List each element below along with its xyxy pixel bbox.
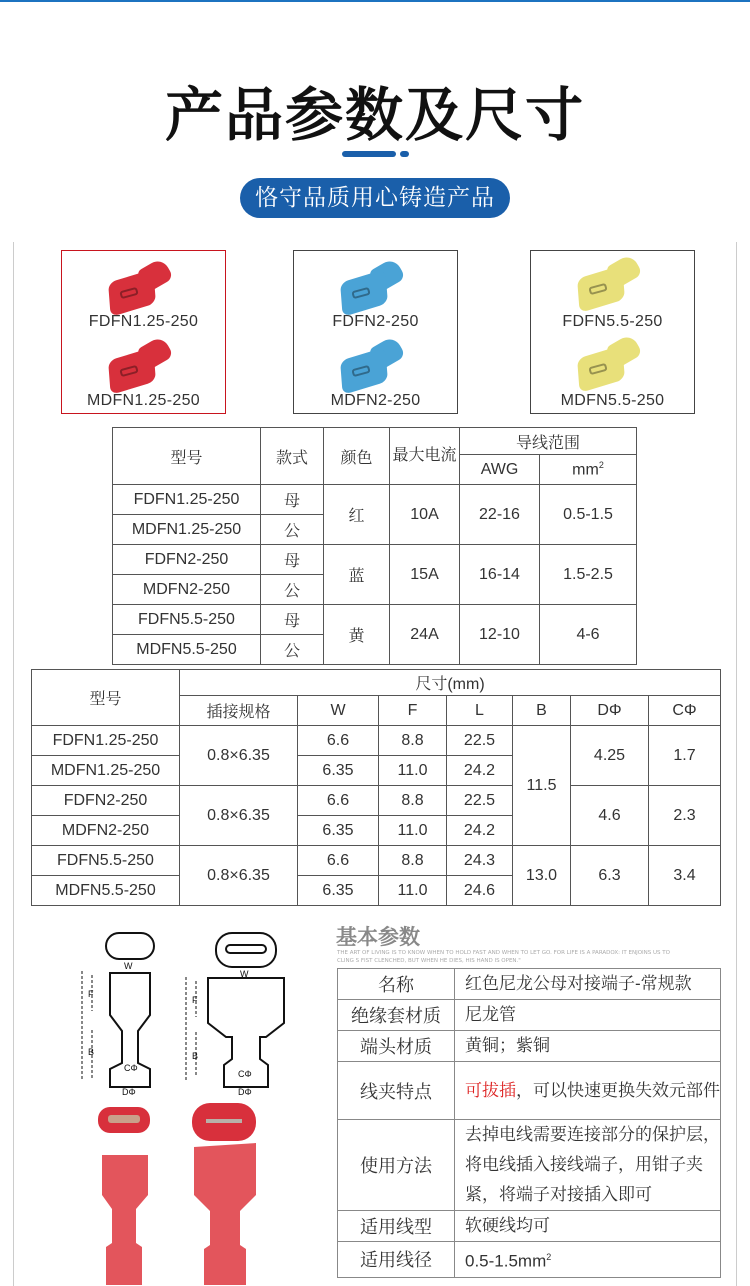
top-accent-line [0,0,750,2]
d-cell: 4.6 [571,786,649,846]
table-row [338,1242,721,1278]
product-label: MDFN5.5-250 [560,392,665,409]
header-model: 型号 [32,670,180,726]
slogan-badge: 恪守品质用心铸造产品 [240,178,510,218]
table-row [113,485,637,515]
header-awg: AWG [460,455,540,485]
w-cell: 6.6 [298,786,379,816]
param-value: 可拔插，可以快速更换失效元部件 [455,1062,721,1120]
param-value: 尼龙管 [455,1000,721,1031]
param-key: 线夹特点 [338,1062,455,1120]
dimension-table [31,669,721,906]
spec-cell: 0.8×6.35 [180,846,298,906]
model-cell: MDFN5.5-250 [32,876,180,906]
f-cell: 8.8 [379,846,447,876]
model-cell: MDFN5.5-250 [113,635,261,665]
f-cell: 11.0 [379,756,447,786]
product-card-red[interactable] [61,250,226,414]
awg-cell: 12-10 [460,605,540,665]
svg-text:B: B [88,1047,95,1057]
c-cell: 3.4 [649,846,721,906]
header-l: L [447,696,513,726]
model-cell: FDFN5.5-250 [113,605,261,635]
style-cell: 母 [261,605,324,635]
table-row [32,846,721,876]
dimension-diagram [70,925,310,1095]
header-b: B [513,696,571,726]
male-terminal-image [342,335,412,393]
b-cell: 13.0 [513,846,571,906]
w-cell: 6.35 [298,756,379,786]
f-cell: 8.8 [379,726,447,756]
table-row [338,1000,721,1031]
c-cell: 2.3 [649,786,721,846]
basic-params-subtitle: THE ART OF LIVING IS TO KNOW WHEN TO HOLD FAST AND WHEN TO LET GO. FOR LIFE IS A PARADOX: IT ENJOINS US TO CLING S FIST CLENCHED, BUT WHEN HE DIES, HIS HAND IS OPEN." [337,950,670,964]
c-cell: 1.7 [649,726,721,786]
header-style: 款式 [261,428,324,485]
spec-cell: 0.8×6.35 [180,786,298,846]
spec-table [112,427,637,665]
header-size: 尺寸(mm) [180,670,721,696]
model-cell: FDFN2-250 [113,545,261,575]
header-model: 型号 [113,428,261,485]
svg-text:F: F [192,995,198,1005]
mm2-cell: 1.5-2.5 [540,545,637,605]
param-value: 黄铜；紫铜 [455,1031,721,1062]
table-row [338,1062,721,1120]
model-cell: FDFN1.25-250 [113,485,261,515]
header-color: 颜色 [324,428,390,485]
style-cell: 公 [261,575,324,605]
param-key: 适用线型 [338,1211,455,1242]
param-key: 适用线径 [338,1242,455,1278]
male-terminal-image [110,335,180,393]
param-key: 名称 [338,969,455,1000]
svg-text:CΦ: CΦ [124,1063,138,1073]
product-label: MDFN2-250 [330,392,421,409]
model-cell: FDFN1.25-250 [32,726,180,756]
header-spec: 插接规格 [180,696,298,726]
svg-text:F: F [88,989,94,999]
svg-text:W: W [240,969,249,979]
product-card-yellow[interactable] [530,250,695,414]
frame-line-left [13,242,14,1286]
model-cell: FDFN5.5-250 [32,846,180,876]
color-cell: 黄 [324,605,390,665]
param-value: 软硬线均可 [455,1211,721,1242]
l-cell: 24.6 [447,876,513,906]
w-cell: 6.6 [298,726,379,756]
current-cell: 24A [390,605,460,665]
param-key: 端头材质 [338,1031,455,1062]
basic-params-title: 基本参数 [336,925,420,949]
style-cell: 公 [261,515,324,545]
table-row [338,1031,721,1062]
table-row [338,969,721,1000]
highlight-text: 可拔插 [465,1080,516,1100]
param-key: 绝缘套材质 [338,1000,455,1031]
model-cell: MDFN1.25-250 [32,756,180,786]
product-label: FDFN1.25-250 [88,313,199,330]
table-row [113,605,637,635]
style-cell: 母 [261,485,324,515]
param-value: 红色尼龙公母对接端子-常规款 [455,969,721,1000]
product-label: MDFN1.25-250 [87,392,200,409]
header-d: DΦ [571,696,649,726]
svg-text:DΦ: DΦ [122,1087,136,1095]
current-cell: 15A [390,545,460,605]
svg-text:DΦ: DΦ [238,1087,252,1095]
header-wire-range: 导线范围 [460,428,637,455]
l-cell: 22.5 [447,726,513,756]
mm2-cell: 0.5-1.5 [540,485,637,545]
l-cell: 24.3 [447,846,513,876]
style-cell: 公 [261,635,324,665]
table-row [32,726,721,756]
table-row [338,1211,721,1242]
header-current: 最大电流 [390,428,460,485]
female-terminal-image [342,257,412,315]
model-cell: FDFN2-250 [32,786,180,816]
l-cell: 24.2 [447,756,513,786]
table-row [338,1120,721,1211]
style-cell: 母 [261,545,324,575]
svg-text:CΦ: CΦ [238,1069,252,1079]
l-cell: 24.2 [447,816,513,846]
basic-params-table [337,968,721,1278]
header-mm2: $mm^2$ [540,455,637,485]
color-cell: 红 [324,485,390,545]
spec-cell: 0.8×6.35 [180,726,298,786]
svg-text:B: B [192,1051,199,1061]
header-w: W [298,696,379,726]
f-cell: 8.8 [379,786,447,816]
d-cell: 6.3 [571,846,649,906]
table-row [113,545,637,575]
frame-line-right [736,242,737,1286]
param-key: 使用方法 [338,1120,455,1211]
awg-cell: 22-16 [460,485,540,545]
svg-text:W: W [124,961,133,971]
d-cell: 4.25 [571,726,649,786]
param-value: 去掉电线需要连接部分的保护层，将电线插入接线端子，用钳子夹紧，将端子对接插入即可 [455,1120,721,1211]
param-value: $0.5-1.5mm^2$ [455,1242,721,1278]
model-cell: MDFN2-250 [113,575,261,605]
page-title: 产品参数及尺寸 [164,81,585,149]
header-c: CΦ [649,696,721,726]
female-terminal-image [579,253,649,311]
female-terminal-image [110,257,180,315]
product-label: FDFN5.5-250 [562,313,663,330]
male-terminal-image [579,333,649,391]
color-cell: 蓝 [324,545,390,605]
l-cell: 22.5 [447,786,513,816]
product-card-blue[interactable] [293,250,458,414]
awg-cell: 16-14 [460,545,540,605]
table-row [32,786,721,816]
model-cell: MDFN2-250 [32,816,180,846]
w-cell: 6.6 [298,846,379,876]
f-cell: 11.0 [379,876,447,906]
b-cell: 11.5 [513,726,571,846]
current-cell: 10A [390,485,460,545]
terminal-photos [90,1095,290,1285]
f-cell: 11.0 [379,816,447,846]
w-cell: 6.35 [298,876,379,906]
model-cell: MDFN1.25-250 [113,515,261,545]
product-label: FDFN2-250 [332,313,419,330]
w-cell: 6.35 [298,816,379,846]
mm2-cell: 4-6 [540,605,637,665]
header-f: F [379,696,447,726]
